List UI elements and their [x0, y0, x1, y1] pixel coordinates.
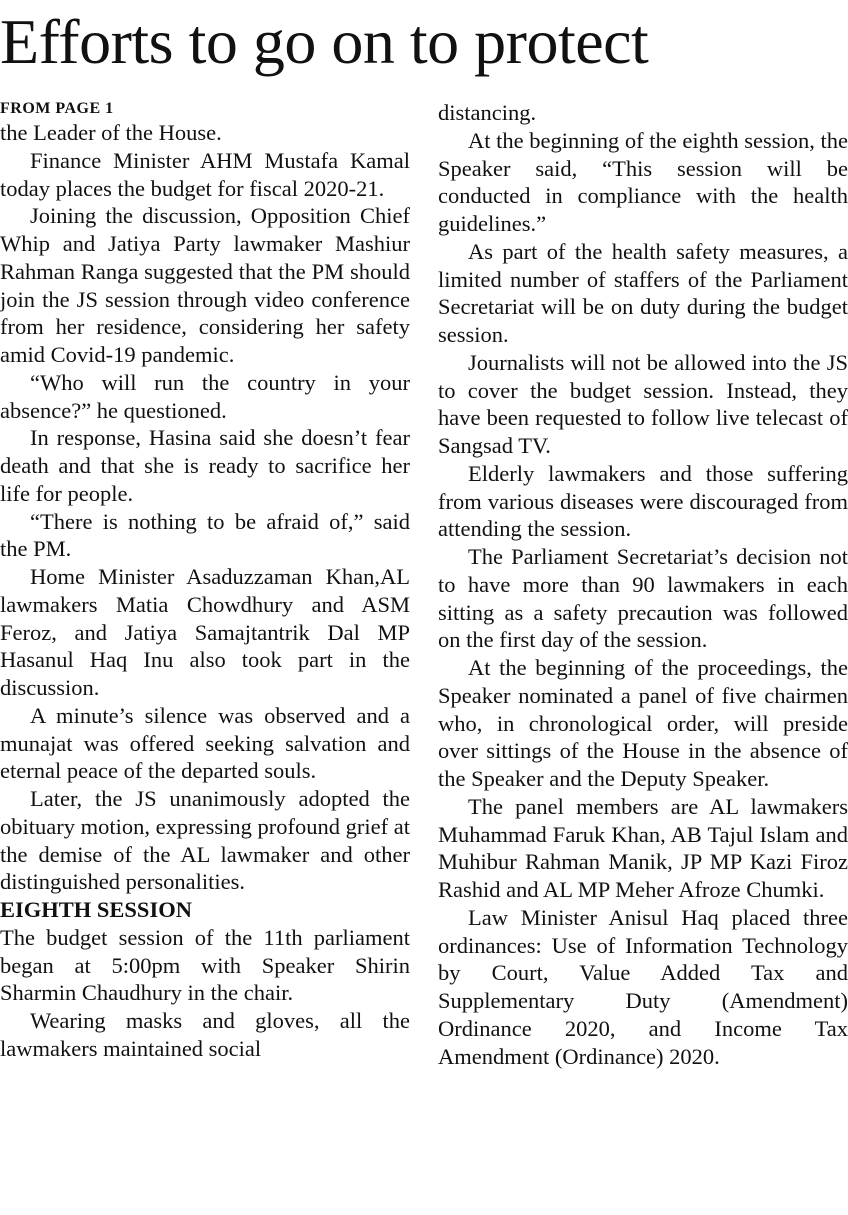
paragraph: “Who will run the country in your absence?” he questioned. [0, 369, 410, 423]
paragraph: As part of the health safety measures, a limited number of staffers of the Parliament Secretariat will be on duty during the budget session. [438, 238, 848, 347]
paragraph: At the beginning of the proceedings, the Speaker nominated a panel of five chairmen who, in chronological order, will preside over sittings of the House in the absence of the Speaker and the Deputy Speaker. [438, 655, 848, 791]
paragraph: the Leader of the House. [0, 120, 222, 145]
paragraph: Joining the discussion, Opposition Chief Whip and Jatiya Party lawmaker Mashiur Rahman Ranga suggested that the PM should join the JS session through video conference from her residence, considering her safety amid Covid-19 pandemic. [0, 203, 410, 367]
paragraph: At the beginning of the eighth session, the Speaker said, “This session will be conducted in compliance with the health guidelines.” [438, 127, 848, 236]
section-subhead: EIGHTH SESSION [0, 897, 192, 922]
paragraph: In response, Hasina said she doesn’t fear death and that she is ready to sacrifice her life for people. [0, 425, 410, 506]
paragraph: Journalists will not be allowed into the JS to cover the budget session. Instead, they have been requested to follow live telecast of Sangsad TV. [438, 349, 848, 458]
paragraph: The panel members are AL lawmakers Muhammad Faruk Khan, AB Tajul Islam and Muhibur Rahman Manik, JP MP Kazi Firoz Rashid and AL MP Meher Afroze Chumki. [438, 793, 848, 902]
paragraph: Wearing masks and gloves, all the lawmakers maintained social [0, 1008, 410, 1061]
jump-line: FROM PAGE 1 [0, 100, 114, 117]
paragraph: distancing. [438, 100, 537, 125]
paragraph: “There is nothing to be afraid of,” said the PM. [0, 508, 410, 562]
paragraph: The Parliament Secretariat’s decision not to have more than 90 lawmakers in each sitting as a safety precaution was followed on the first day of the session. [438, 544, 848, 653]
paragraph: Finance Minister AHM Mustafa Kamal today places the budget for fiscal 2020-21. [0, 147, 410, 201]
paragraph: Later, the JS unanimously adopted the obituary motion, expressing profound grief at the demise of the AL lawmaker and other distinguished personalities. [0, 786, 410, 895]
article-column-left [0, 99, 410, 1063]
headline: Efforts to go on to protect [0, 6, 649, 77]
article-column-right [438, 99, 848, 1070]
paragraph: Law Minister Anisul Haq placed three ordinances: Use of Information Technology by Court, Value Added Tax and Supplementary Duty (Amendment) Ordinance 2020, and Income Tax Amendment (Ordinance) 2020. [438, 904, 848, 1069]
paragraph: A minute’s silence was observed and a munajat was offered seeking salvation and eternal peace of the departed souls. [0, 702, 410, 784]
paragraph: The budget session of the 11th parliament began at 5:00pm with Speaker Shirin Sharmin Chaudhury in the chair. [0, 924, 410, 1006]
paragraph: Home Minister Asaduzzaman Khan,AL lawmakers Matia Chowdhury and ASM Feroz, and Jatiya Samajtantrik Dal MP Hasanul Haq Inu also took part in the discussion. [0, 564, 410, 700]
paragraph: Elderly lawmakers and those suffering from various diseases were discouraged from attending the session. [438, 460, 848, 542]
